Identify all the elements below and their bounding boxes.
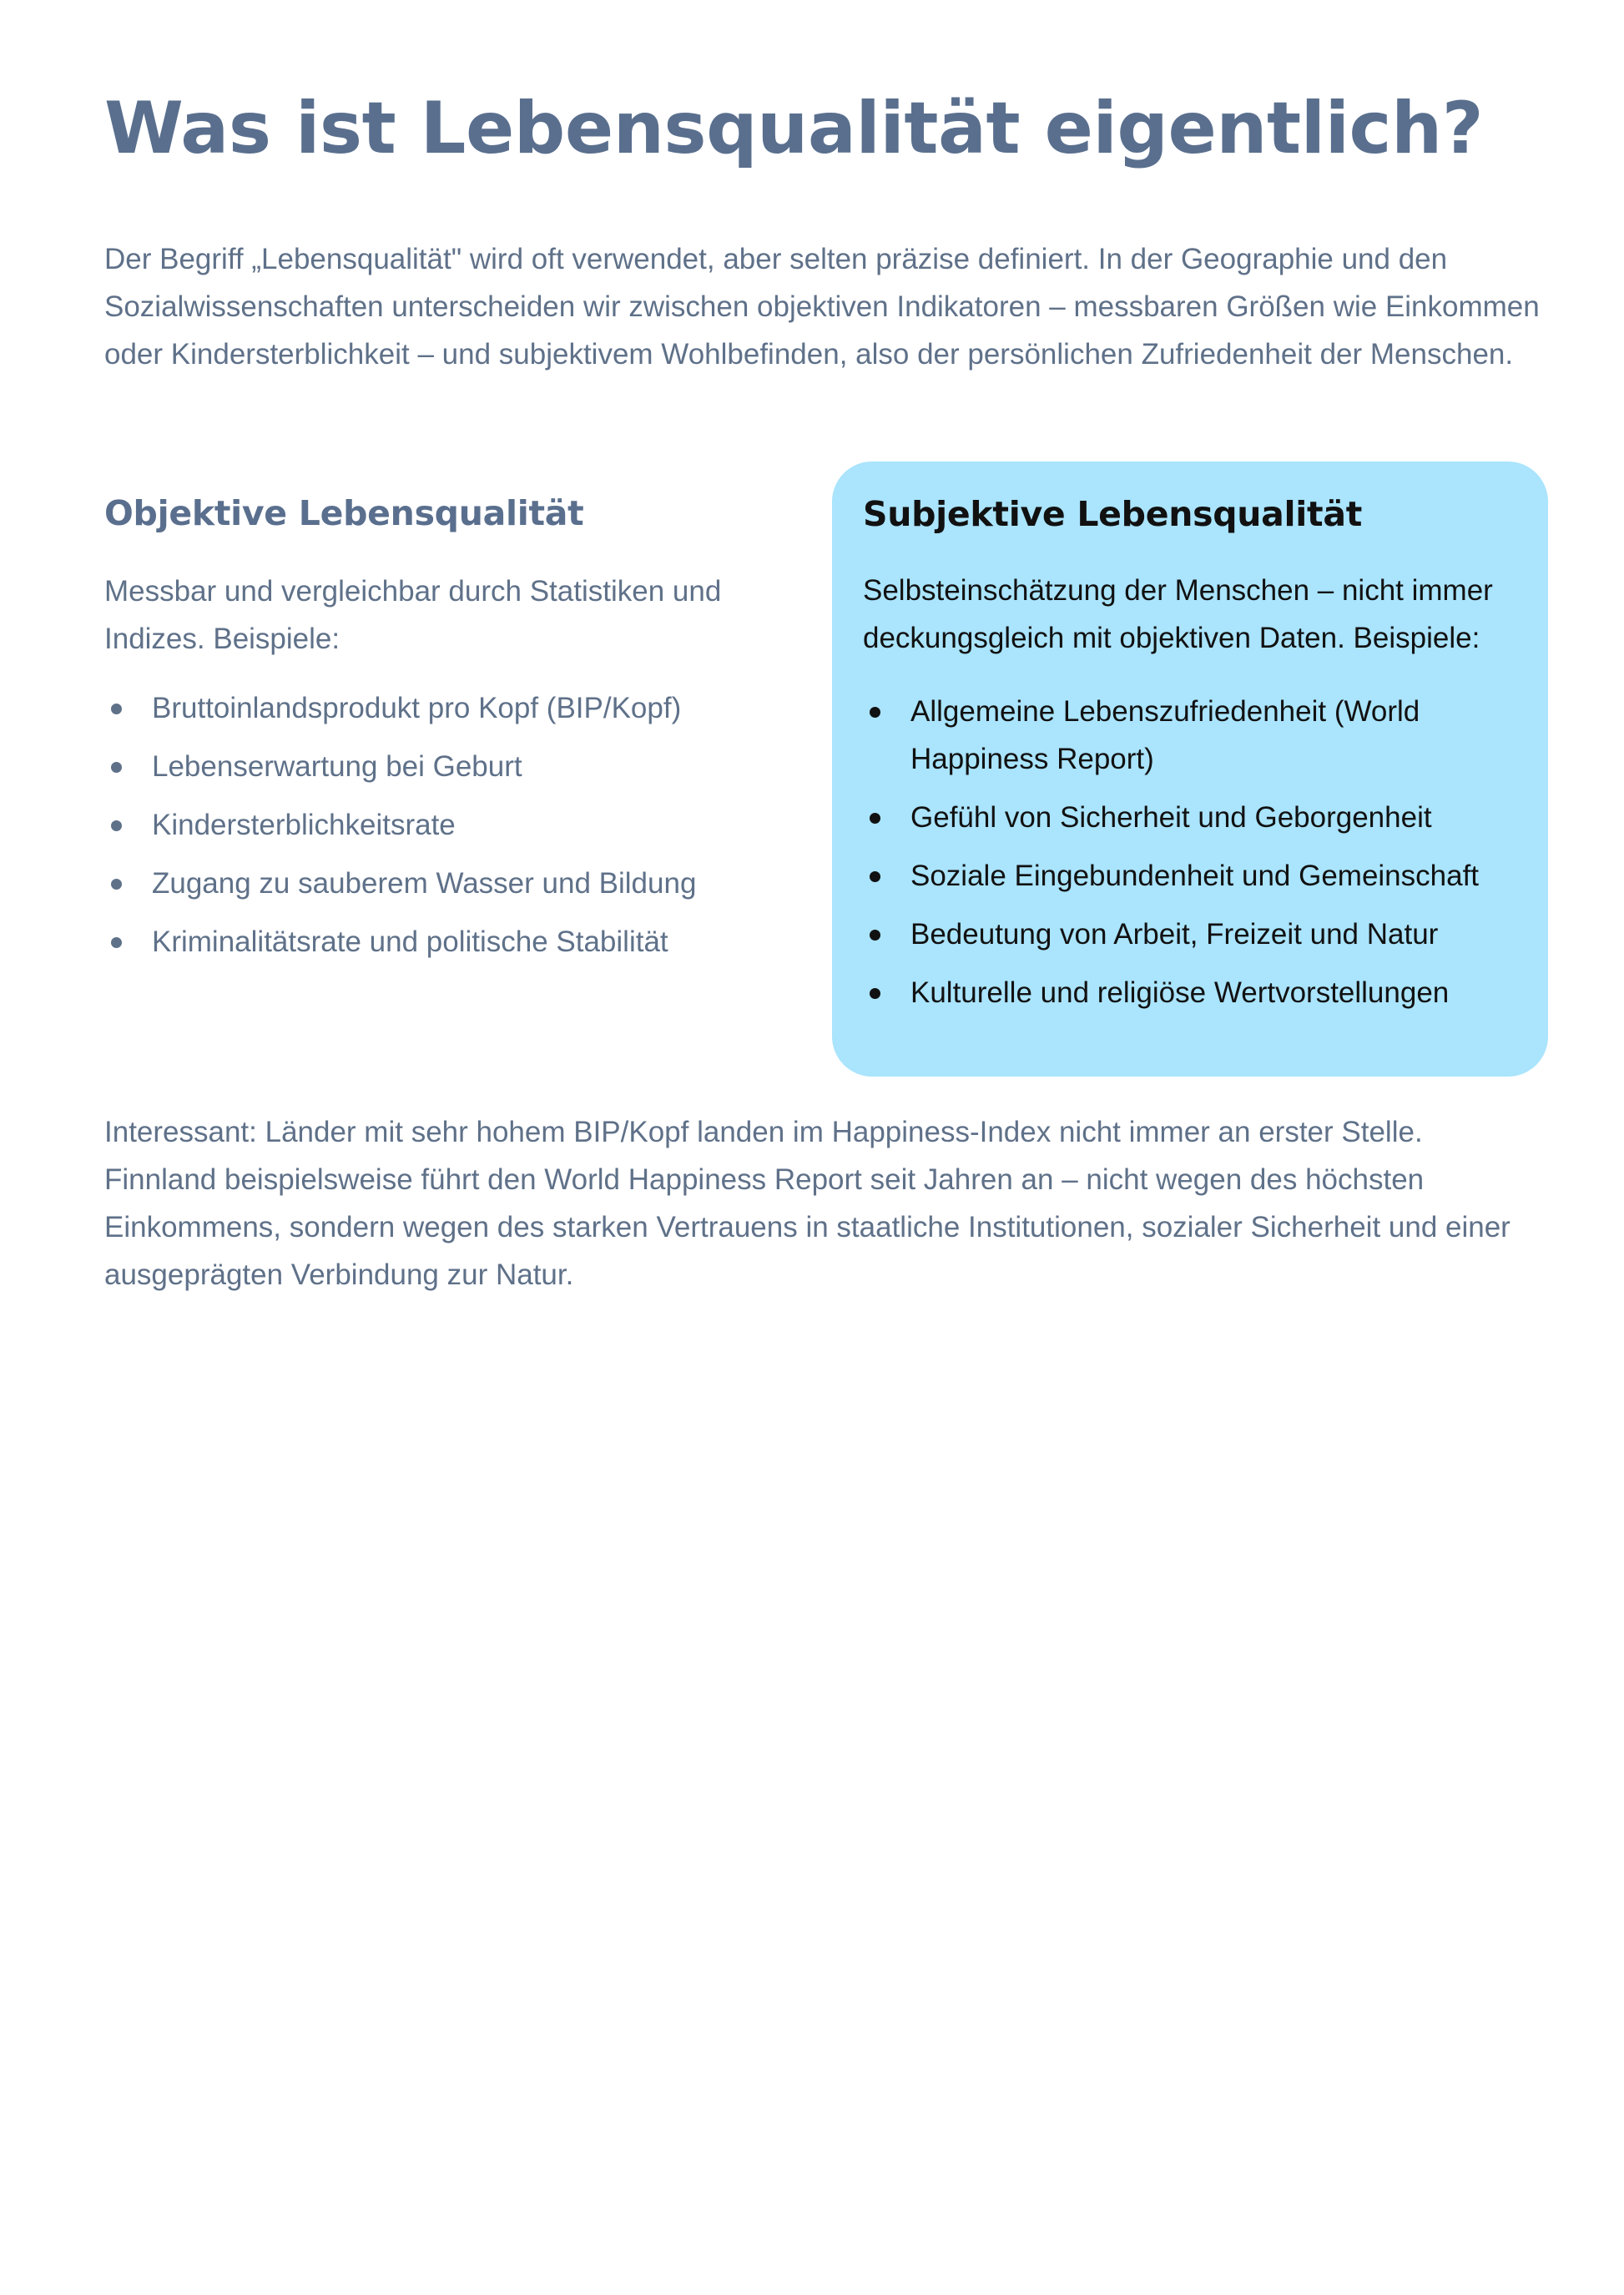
list-item-text: Lebenserwartung bei Geburt bbox=[152, 750, 522, 783]
bullet-icon bbox=[870, 813, 880, 824]
objective-heading: Objektive Lebensqualität bbox=[104, 493, 584, 533]
objective-list bbox=[104, 684, 789, 966]
list-item bbox=[863, 969, 1518, 1016]
list-item-text: Zugang zu sauberem Wasser und Bildung bbox=[152, 867, 697, 900]
conclusion-paragraph: Interessant: Länder mit sehr hohem BIP/Kopf landen im Happiness-Index nicht immer an erster Stelle. Finnland beispielsweise führt den World Happiness Report seit Jahren an – nicht wegen des höchsten Einkommens, sondern wegen des starken Vertrauens in staatliche Institutionen, sozialer Sicherheit und einer ausgeprägten Verbindung zur Natur. bbox=[104, 1116, 1511, 1291]
list-item-text: Kulturelle und religiöse Wertvorstellungen bbox=[910, 976, 1450, 1009]
subjective-section-box bbox=[832, 462, 1548, 1077]
bullet-icon bbox=[870, 988, 880, 999]
subjective-list bbox=[863, 688, 1518, 1016]
list-item bbox=[104, 860, 789, 907]
subjective-description: Selbsteinschätzung der Menschen – nicht immer deckungsgleich mit objektiven Daten. Beispiele: bbox=[863, 574, 1493, 654]
list-item-text: Kindersterblichkeitsrate bbox=[152, 809, 456, 841]
objective-section bbox=[104, 459, 789, 976]
objective-description: Messbar und vergleichbar durch Statistiken und Indizes. Beispiele: bbox=[104, 575, 722, 655]
list-item bbox=[863, 794, 1518, 841]
list-item bbox=[104, 743, 789, 790]
bullet-icon bbox=[111, 820, 122, 831]
list-item-text: Soziale Eingebundenheit und Gemeinschaft bbox=[910, 860, 1480, 892]
page-title: Was ist Lebensqualität eigentlich? bbox=[104, 87, 1484, 170]
bullet-icon bbox=[111, 704, 122, 714]
list-item-text: Bedeutung von Arbeit, Freizeit und Natur bbox=[910, 918, 1439, 951]
list-item bbox=[104, 918, 789, 966]
bullet-icon bbox=[111, 937, 122, 948]
list-item bbox=[863, 688, 1518, 783]
list-item bbox=[863, 852, 1518, 900]
bullet-icon bbox=[870, 707, 880, 718]
list-item-text: Gefühl von Sicherheit und Geborgenheit bbox=[910, 801, 1432, 834]
bullet-icon bbox=[111, 762, 122, 773]
bullet-icon bbox=[870, 871, 880, 882]
list-item-text: Bruttoinlandsprodukt pro Kopf (BIP/Kopf) bbox=[152, 692, 682, 724]
intro-paragraph: Der Begriff „Lebensqualität" wird oft verwendet, aber selten präzise definiert. In der Geographie und den Sozialwissenschaften unterscheiden wir zwischen objektiven Indikatoren – messbaren Größen wie Einkommen oder Kindersterblichkeit – und subjektivem Wohlbefinden, also der persönlichen Zufriedenheit der Menschen. bbox=[104, 243, 1540, 371]
list-item bbox=[863, 910, 1518, 958]
list-item-text: Kriminalitätsrate und politische Stabilität bbox=[152, 926, 668, 958]
list-item bbox=[104, 801, 789, 849]
list-item bbox=[104, 684, 789, 732]
subjective-heading: Subjektive Lebensqualität bbox=[863, 494, 1363, 534]
bullet-icon bbox=[870, 930, 880, 941]
list-item-text: Allgemeine Lebenszufriedenheit (World Happiness Report) bbox=[910, 695, 1420, 775]
bullet-icon bbox=[111, 879, 122, 890]
